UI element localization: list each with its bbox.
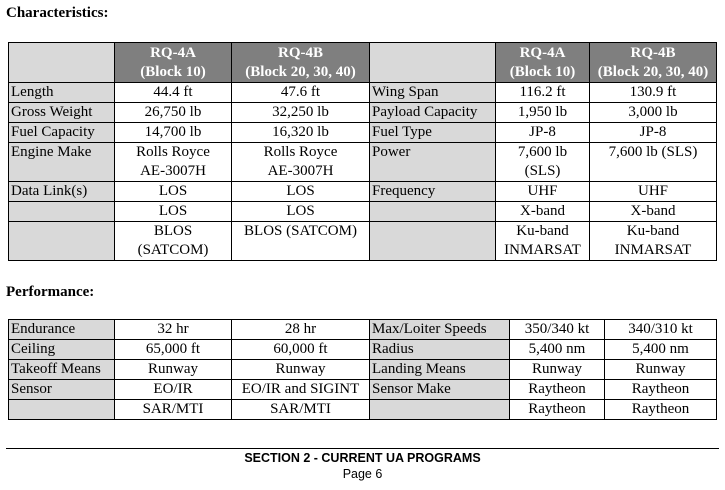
table-row (9, 360, 717, 380)
row-label: Max/Loiter Speeds (370, 320, 510, 340)
row-value: BLOS (SATCOM) (115, 222, 232, 261)
row-value: Ku-band INMARSAT (590, 222, 717, 261)
header-blank-cell (370, 43, 496, 83)
row-value: Raytheon (605, 400, 717, 420)
row-label: Frequency (370, 182, 496, 202)
row-value: LOS (232, 182, 370, 202)
row-value: Raytheon (510, 380, 605, 400)
header-rq4b-cell: RQ-4B (Block 20, 30, 40) (590, 43, 717, 83)
characteristics-table (8, 42, 717, 261)
row-label: Sensor Make (370, 380, 510, 400)
row-label: Wing Span (370, 83, 496, 103)
table-row (9, 182, 717, 202)
row-label: Power (370, 143, 496, 182)
row-label: Ceiling (9, 340, 115, 360)
performance-heading: Performance: (6, 284, 95, 300)
header-blank-cell (9, 43, 115, 83)
performance-table (8, 319, 717, 420)
row-label: Length (9, 83, 115, 103)
row-value: SAR/MTI (115, 400, 232, 420)
header-rq4b-cell: RQ-4B (Block 20, 30, 40) (232, 43, 370, 83)
row-value: LOS (232, 202, 370, 222)
row-value: 32,250 lb (232, 103, 370, 123)
row-value: 60,000 ft (232, 340, 370, 360)
table-row (9, 123, 717, 143)
row-label: Radius (370, 340, 510, 360)
row-value: Runway (115, 360, 232, 380)
row-value: 7,600 lb (SLS) (496, 143, 590, 182)
row-value: SAR/MTI (232, 400, 370, 420)
row-label: Takeoff Means (9, 360, 115, 380)
row-value: Ku-band INMARSAT (496, 222, 590, 261)
table-row (9, 340, 717, 360)
row-value: 340/310 kt (605, 320, 717, 340)
table-row (9, 103, 717, 123)
footer-page-number: Page 6 (342, 467, 383, 481)
row-value: 28 hr (232, 320, 370, 340)
row-value: Runway (605, 360, 717, 380)
row-value: X-band (496, 202, 590, 222)
table-row (9, 83, 717, 103)
row-label: Gross Weight (9, 103, 115, 123)
row-label: Payload Capacity (370, 103, 496, 123)
row-value: BLOS (SATCOM) (232, 222, 370, 261)
row-label: Endurance (9, 320, 115, 340)
row-label: Fuel Capacity (9, 123, 115, 143)
characteristics-heading: Characteristics: (6, 5, 109, 21)
row-value: UHF (590, 182, 717, 202)
row-value: EO/IR (115, 380, 232, 400)
row-value: X-band (590, 202, 717, 222)
row-value: Raytheon (510, 400, 605, 420)
row-value: 5,400 nm (605, 340, 717, 360)
row-label (9, 400, 115, 420)
row-label: Fuel Type (370, 123, 496, 143)
row-value: Runway (510, 360, 605, 380)
row-label: Engine Make (9, 143, 115, 182)
row-label (370, 400, 510, 420)
row-value: 5,400 nm (510, 340, 605, 360)
row-value: 14,700 lb (115, 123, 232, 143)
footer-divider (6, 448, 719, 449)
row-value: 116.2 ft (496, 83, 590, 103)
table-header-row (9, 43, 717, 83)
row-value: 350/340 kt (510, 320, 605, 340)
row-value: UHF (496, 182, 590, 202)
row-value: 7,600 lb (SLS) (590, 143, 717, 182)
row-label: Data Link(s) (9, 182, 115, 202)
row-value: LOS (115, 202, 232, 222)
table-row (9, 400, 717, 420)
row-value: 1,950 lb (496, 103, 590, 123)
row-label (9, 202, 115, 222)
table-row (9, 143, 717, 182)
row-value: 32 hr (115, 320, 232, 340)
row-value: 26,750 lb (115, 103, 232, 123)
row-value: Rolls Royce AE-3007H (115, 143, 232, 182)
row-label (370, 222, 496, 261)
header-rq4a-cell: RQ-4A (Block 10) (115, 43, 232, 83)
row-value: 3,000 lb (590, 103, 717, 123)
table-row (9, 202, 717, 222)
row-value: Rolls Royce AE-3007H (232, 143, 370, 182)
row-value: JP-8 (590, 123, 717, 143)
row-label: Landing Means (370, 360, 510, 380)
table-row (9, 320, 717, 340)
row-value: EO/IR and SIGINT (232, 380, 370, 400)
row-value: 47.6 ft (232, 83, 370, 103)
row-value: 16,320 lb (232, 123, 370, 143)
row-label (9, 222, 115, 261)
row-value: 65,000 ft (115, 340, 232, 360)
row-value: 130.9 ft (590, 83, 717, 103)
table-row (9, 380, 717, 400)
row-value: Raytheon (605, 380, 717, 400)
header-rq4a-cell: RQ-4A (Block 10) (496, 43, 590, 83)
row-label (370, 202, 496, 222)
row-label: Sensor (9, 380, 115, 400)
table-row (9, 222, 717, 261)
row-value: 44.4 ft (115, 83, 232, 103)
footer-section-title: SECTION 2 - CURRENT UA PROGRAMS (244, 451, 481, 465)
row-value: LOS (115, 182, 232, 202)
row-value: JP-8 (496, 123, 590, 143)
row-value: Runway (232, 360, 370, 380)
